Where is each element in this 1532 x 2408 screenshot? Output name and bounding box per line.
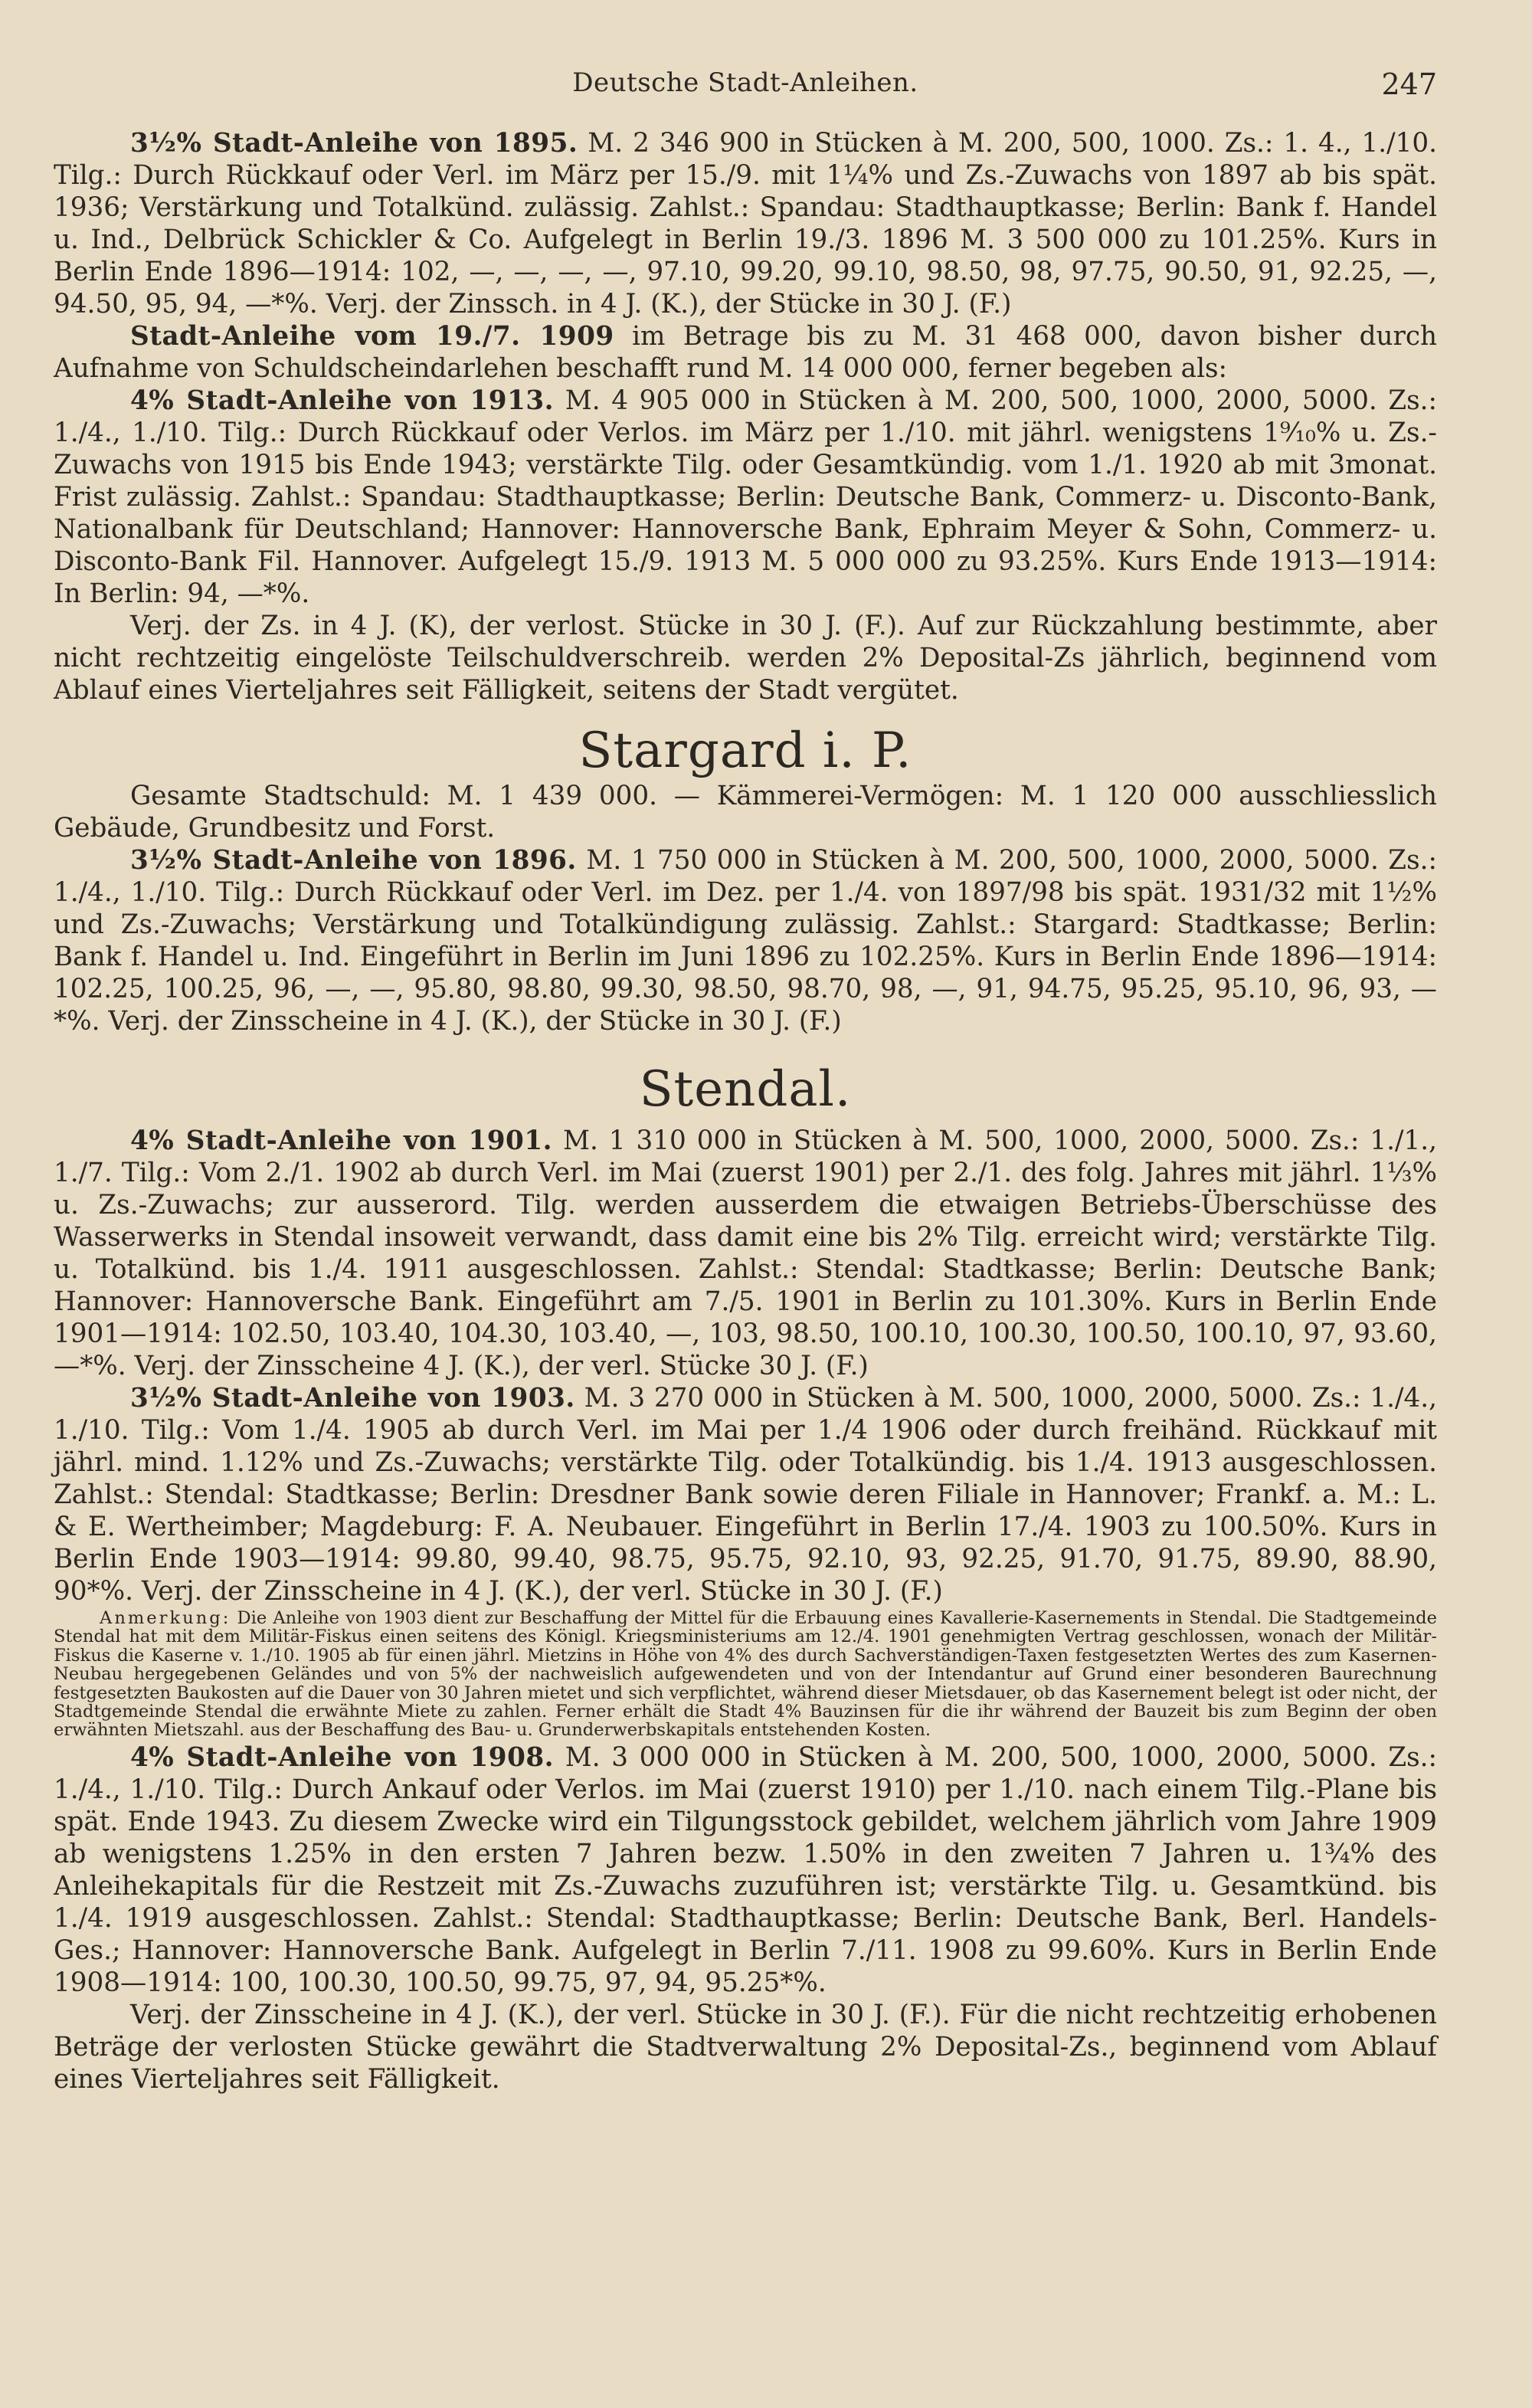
loan-text: im Betrage bis zu M. 31 468 000, davon bisher durch Aufnahme von Schuldscheindarlehen beschafft rund M. 14 000 000, ferner begeben als: [54, 321, 1437, 384]
loan-entry-1913 [54, 385, 1437, 610]
stargard-debt-summary: Gesamte Stadtschuld: M. 1 439 000. — Kämmerei-Vermögen: M. 1 120 000 ausschliesslich Gebäude, Grundbesitz und Forst. [54, 781, 1437, 844]
page-header [54, 67, 1437, 127]
loan-entry-stendal-1908-continuation: Verj. der Zinsscheine in 4 J. (K.), der verl. Stücke in 30 J. (F.). Für die nicht rechtzeitig erhobenen Beträge der verlosten Stücke gewährt die Stadtverwaltung 2% Deposital-Zs., beginnend vom Ablauf eines Vierteljahres seit Fälligkeit. [54, 1999, 1437, 2095]
running-title: Deutsche Stadt-Anleihen. [572, 67, 918, 98]
note-label: Anmerkung: [100, 1608, 231, 1628]
loan-text: M. 3 000 000 in Stücken à M. 200, 500, 1000, 2000, 5000. Zs.: 1./4., 1./10. Tilg.: Durch Ankauf oder Verlos. im Mai (zuerst 1910) per 1./10. nach einem Tilg.-Plane bis spät. Ende 1943. Zu diesem Zwecke wird ein Tilgungsstock gebildet, welchem jährlich vom Jahre 1909 ab wenigstens 1.25% in den ersten 7 Jahren bezw. 1.50% in den zweiten 7 Jahren u. 1¾% des Anleihekapitals für die Restzeit mit Zs.-Zuwachs zuzuführen ist; verstärkte Tilg. u. Gesamtkünd. bis 1./4. 1919 ausgeschlossen. Zahlst.: Stendal: Stadthauptkasse; Berlin: Deutsche Bank, Berl. Handels-Ges.; Hannover: Hannoversche Bank. Aufgelegt in Berlin 7./11. 1908 zu 99.60%. Kurs in Berlin Ende 1908—1914: 100, 100.30, 100.50, 99.75, 97, 94, 95.25*%. [54, 1741, 1438, 1998]
loan-heading: Stadt-Anleihe vom 19./7. 1909 [130, 321, 614, 352]
page-number: 247 [1381, 67, 1437, 101]
loan-entry-stendal-1901 [54, 1125, 1437, 1382]
loan-entry-1909 [54, 320, 1437, 385]
loan-entry-stendal-1903 [54, 1382, 1437, 1607]
loan-heading: 3½% Stadt-Anleihe von 1896. [130, 845, 577, 876]
loan-text: M. 4 905 000 in Stücken à M. 200, 500, 1000, 2000, 5000. Zs.: 1./4., 1./10. Tilg.: Durch Rückkauf oder Verlos. im März per 1./10. mit jährl. wenigstens 1⁹⁄₁₀% u. Zs.-Zuwachs von 1915 bis Ende 1943; verstärkte Tilg. oder Gesamtkündig. vom 1./1. 1920 ab mit 3monat. Frist zulässig. Zahlst.: Spandau: Stadthauptkasse; Berlin: Deutsche Bank, Commerz- u. Disconto-Bank, Nationalbank für Deutschland; Hannover: Hannoversche Bank, Ephraim Meyer & Sohn, Commerz- u. Disconto-Bank Fil. Hannover. Aufgelegt 15./9. 1913 M. 5 000 000 zu 93.25%. Kurs Ende 1913—1914: In Berlin: 94, —*%. [54, 385, 1438, 609]
loan-heading: 4% Stadt-Anleihe von 1913. [130, 385, 555, 416]
loan-heading: 3½% Stadt-Anleihe von 1895. [130, 128, 578, 159]
city-heading-stargard: Stargard i. P. [578, 722, 912, 779]
loan-heading: 4% Stadt-Anleihe von 1908. [130, 1741, 555, 1773]
loan-heading: 4% Stadt-Anleihe von 1901. [130, 1125, 553, 1156]
note-text: Die Anleihe von 1903 dient zur Beschaffung der Mittel für die Erbauung eines Kavallerie-Kasernements in Stendal. Die Stadtgemeinde Stendal hat mit dem Militär-Fiskus einen seitens des Königl. Kriegsministeriums am 12./4. 1901 genehmigten Vertrag geschlossen, wonach der Militär-Fiskus die Kaserne v. 1./10. 1905 ab für einen jährl. Mietzins in Höhe von 4% des durch Sachverständigen-Taxen festgesetzten Wertes des zum Kasernen-Neubau hergegebenen Geländes und von 5% der nachweislich aufgewendeten und von der Intendantur auf Grund einer besonderen Baurechnung festgesetzten Baukosten auf die Dauer von 30 Jahren mietet und sich verpflichtet, während dieser Mietsdauer, ob das Kasernement belegt ist oder nicht, der Stadtgemeinde Stendal die erwähnte Miete zu zahlen. Ferner erhält die Stadt 4% Bauzinsen für die ihr während der Bauzeit bis zum Beginn der oben erwähnten Mietszahl. aus der Beschaffung des Bau- u. Grunderwerbskapitals entstehenden Kosten. [54, 1608, 1437, 1741]
loan-entry-1895 [54, 127, 1437, 320]
loan-entry-stendal-1908 [54, 1741, 1437, 1999]
city-heading-stendal: Stendal. [639, 1061, 852, 1118]
loan-text: M. 3 270 000 in Stücken à M. 500, 1000, 2000, 5000. Zs.: 1./4., 1./10. Tilg.: Vom 1./4. 1905 ab durch Verl. im Mai per 1./4 1906 oder durch freihänd. Rückkauf mit jährl. mind. 1.12% und Zs.-Zuwachs; verstärkte Tilg. oder Totalkündig. bis 1./4. 1913 ausgeschlossen. Zahlst.: Stendal: Stadtkasse; Berlin: Dresdner Bank sowie deren Filiale in Hannover; Frankf. a. M.: L. & E. Wertheimber; Magdeburg: F. A. Neubauer. Eingeführt in Berlin 17./4. 1903 zu 100.50%. Kurs in Berlin Ende 1903—1914: 99.80, 99.40, 98.75, 95.75, 92.10, 93, 92.25, 91.70, 91.75, 89.90, 88.90, 90*%. Verj. der Zinsscheine in 4 J. (K.), der verl. Stücke in 30 J. (F.) [54, 1383, 1437, 1607]
loan-entry-1913-continuation: Verj. der Zs. in 4 J. (K), der verlost. Stücke in 30 J. (F.). Auf zur Rückzahlung bestimmte, aber nicht rechtzeitig eingelöste Teilschuldverschreib. werden 2% Deposital-Zs jährlich, beginnend vom Ablauf eines Vierteljahres seit Fälligkeit, seitens der Stadt vergütet. [54, 611, 1437, 706]
page-body [54, 127, 1437, 2095]
loan-text: M. 1 310 000 in Stücken à M. 500, 1000, 2000, 5000. Zs.: 1./1., 1./7. Tilg.: Vom 2./1. 1902 ab durch Verl. im Mai (zuerst 1901) per 2./1. des folg. Jahres mit jährl. 1⅓% u. Zs.-Zuwachs; zur ausserord. Tilg. werden ausserdem die etwaigen Betriebs-Überschüsse des Wasserwerks in Stendal insoweit verwandt, dass damit eine bis 2% Tilg. erreicht wird; verstärkte Tilg. u. Totalkünd. bis 1./4. 1911 ausgeschlossen. Zahlst.: Stendal: Stadtkasse; Berlin: Deutsche Bank; Hannover: Hannoversche Bank. Eingeführt am 7./5. 1901 in Berlin zu 101.30%. Kurs in Berlin Ende 1901—1914: 102.50, 103.40, 104.30, 103.40, —, 103, 98.50, 100.10, 100.30, 100.50, 100.10, 97, 93.60, —*%. Verj. der Zinsscheine 4 J. (K.), der verl. Stücke 30 J. (F.) [54, 1125, 1438, 1381]
annotation-note [54, 1609, 1437, 1740]
loan-text: M. 1 750 000 in Stücken à M. 200, 500, 1000, 2000, 5000. Zs.: 1./4., 1./10. Tilg.: Durch Rückkauf oder Verl. im Dez. per 1./4. von 1897/98 bis spät. 1931/32 mit 1½% und Zs.-Zuwachs; Verstärkung und Totalkündigung zulässig. Zahlst.: Stargard: Stadtkasse; Berlin: Bank f. Handel u. Ind. Eingeführt in Berlin im Juni 1896 zu 102.25%. Kurs in Berlin Ende 1896—1914: 102.25, 100.25, 96, —, —, 95.80, 98.80, 99.30, 98.50, 98.70, 98, —, 91, 94.75, 95.25, 95.10, 96, 93, —*%. Verj. der Zinsscheine in 4 J. (K.), der Stücke in 30 J. (F.) [54, 845, 1437, 1037]
loan-text: M. 2 346 900 in Stücken à M. 200, 500, 1000. Zs.: 1. 4., 1./10. Tilg.: Durch Rückkauf oder Verl. im März per 15./9. mit 1¼% und Zs.-Zuwachs von 1897 ab bis spät. 1936; Verstärkung und Totalkünd. zulässig. Zahlst.: Spandau: Stadthauptkasse; Berlin: Bank f. Handel u. Ind., Delbrück Schickler & Co. Aufgelegt in Berlin 19./3. 1896 M. 3 500 000 zu 101.25%. Kurs in Berlin Ende 1896—1914: 102, —, —, —, —, 97.10, 99.20, 99.10, 98.50, 98, 97.75, 90.50, 91, 92.25, —, 94.50, 95, 94, —*%. Verj. der Zinssch. in 4 J. (K.), der Stücke in 30 J. (F.) [54, 128, 1437, 319]
loan-heading: 3½% Stadt-Anleihe von 1903. [130, 1383, 575, 1414]
loan-entry-stargard-1896 [54, 844, 1437, 1037]
